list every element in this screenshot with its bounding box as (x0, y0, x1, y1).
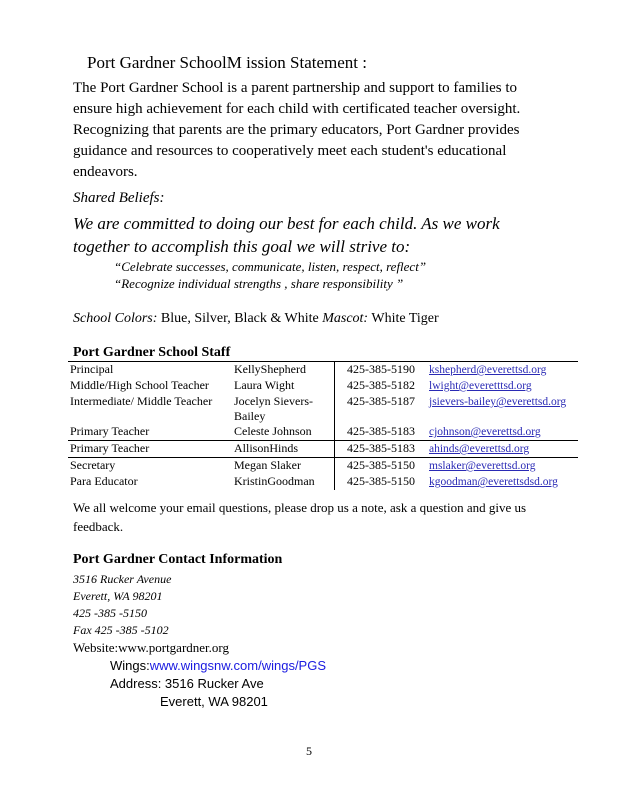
staff-email-link[interactable]: kgoodman@everettsdsd.org (429, 476, 558, 488)
contact-website[interactable]: Website:www.portgardner.org (73, 640, 229, 655)
staff-phone: 425-385-5187 (347, 394, 415, 408)
staff-name: KristinGoodman (232, 474, 335, 490)
staff-role: Principal (68, 362, 232, 379)
contact-phone: 425 -385 -5150 (73, 606, 147, 620)
staff-name: Megan Slaker (232, 458, 335, 475)
contact-street: 3516 Rucker Avenue (73, 572, 172, 586)
contact-city: Everett, WA 98201 (73, 589, 163, 603)
mission-text: The Port Gardner School is a parent partnership and support to families to ensure high achievement for each child with certificated teacher oversight. Recognizing that parents are the primary educators, Port Gardner provides guidance and resources to cooperatively meet each student's educational endeavors. (73, 80, 521, 180)
wings-label: Wings: (110, 658, 150, 673)
staff-role: Para Educator (70, 474, 138, 488)
staff-phone: 425-385-5183 (347, 424, 415, 438)
staff-email-link[interactable]: kshepherd@everettsd.org (429, 364, 547, 376)
table-row (68, 458, 578, 475)
staff-email-link[interactable]: mslaker@everettsd.org (429, 460, 536, 472)
table-row (68, 474, 578, 490)
staff-name: KellyShepherd (232, 362, 335, 379)
commitment-text: We are committed to doing our best for each child. As we work together to accomplish this goal we will strive to: (73, 214, 500, 256)
contact-address-line1: Address: 3516 Rucker Ave (110, 676, 264, 691)
staff-phone: 425-385-5183 (335, 441, 428, 458)
belief-quote-1: “Celebrate successes, communicate, listen, respect, reflect” (114, 259, 427, 274)
staff-title: Port Gardner School Staff (73, 345, 231, 360)
belief-quote-2: “Recognize individual strengths , share responsibility ” (114, 276, 404, 291)
staff-phone: 425-385-5182 (347, 378, 415, 392)
table-row (68, 362, 578, 379)
staff-phone: 425-385-5150 (347, 458, 415, 472)
staff-role: Middle/High School Teacher (70, 378, 209, 392)
contact-address-line2: Everett, WA 98201 (160, 694, 268, 709)
mission-title: Port Gardner SchoolM ission Statement : (87, 53, 368, 72)
wings-line (110, 658, 326, 673)
school-colors-line (73, 311, 439, 327)
staff-role: Secretary (70, 458, 116, 472)
table-row (68, 441, 578, 458)
staff-phone: 425-385-5190 (335, 362, 428, 379)
page-number: 5 (306, 744, 312, 758)
staff-name: Jocelyn Sievers-Bailey (232, 394, 335, 424)
contact-fax: Fax 425 -385 -5102 (73, 623, 169, 637)
staff-email-link[interactable]: lwight@everetttsd.org (429, 380, 532, 392)
table-row (68, 424, 578, 441)
staff-name: Celeste Johnson (232, 424, 335, 441)
staff-email-link[interactable]: ahinds@everettsd.org (429, 443, 530, 455)
table-row (68, 394, 578, 424)
mascot-label: Mascot: (322, 311, 369, 326)
staff-role: Intermediate/ Middle Teacher (70, 394, 213, 408)
staff-table (68, 361, 578, 490)
welcome-text: We all welcome your email questions, please drop us a note, ask a question and give us feedback. (73, 500, 527, 534)
school-colors-value: Blue, Silver, Black & White (160, 311, 319, 326)
staff-phone: 425-385-5150 (347, 474, 415, 488)
mascot-value: White Tiger (371, 311, 439, 326)
wings-link[interactable]: www.wingsnw.com/wings/PGS (149, 658, 327, 673)
staff-email-link[interactable]: cjohnson@everettsd.org (429, 426, 541, 438)
staff-name: AllisonHinds (232, 441, 335, 458)
staff-name: Laura Wight (232, 378, 335, 394)
shared-beliefs-label: Shared Beliefs: (73, 190, 165, 206)
staff-role: Primary Teacher (68, 441, 232, 458)
contact-title: Port Gardner Contact Information (73, 552, 283, 567)
staff-email-link[interactable]: jsievers-bailey@everettsd.org (429, 396, 567, 408)
table-row (68, 378, 578, 394)
staff-role: Primary Teacher (70, 424, 150, 438)
school-colors-label: School Colors: (73, 311, 158, 326)
